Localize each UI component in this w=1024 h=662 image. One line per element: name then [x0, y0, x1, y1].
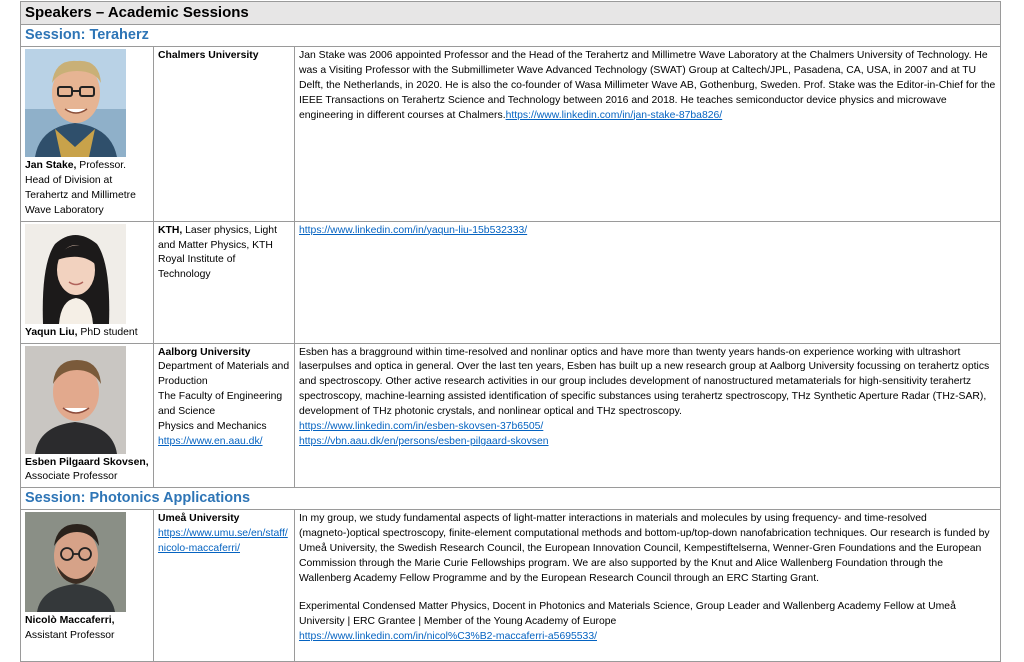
- speaker-row: [21, 221, 1001, 343]
- speaker-role: Assistant Professor: [25, 630, 115, 642]
- session-title: Session: Teraherz: [21, 25, 1001, 47]
- session-title: Session: Photonics Applications: [21, 488, 1001, 510]
- linkedin-link[interactable]: https://www.linkedin.com/in/esben-skovsen-37b6505/: [299, 421, 544, 433]
- speaker-name: Jan Stake,: [25, 160, 77, 171]
- session-row: [21, 25, 1001, 47]
- speaker-row: [21, 510, 1001, 662]
- institution-link[interactable]: https://www.en.aau.dk/: [158, 435, 263, 447]
- institution-cell: [154, 47, 295, 222]
- faculty-line: The Faculty of Engineering and Science: [158, 391, 283, 418]
- speaker-institution: Umeå University: [158, 513, 240, 525]
- linkedin-link[interactable]: https://www.linkedin.com/in/jan-stake-87ba826/: [505, 109, 723, 121]
- speaker-cell: [21, 221, 154, 343]
- institution-link[interactable]: https://www.umu.se/en/staff/nicolo-maccaferri/: [158, 528, 288, 555]
- speaker-institution: Aalborg University: [158, 346, 251, 358]
- speaker-name: Nicolò Maccaferri,: [25, 615, 115, 627]
- section-line: Physics and Mechanics: [158, 421, 267, 433]
- bio-cell: [295, 343, 1001, 488]
- speaker-row: [21, 47, 1001, 222]
- institution-cell: [154, 221, 295, 343]
- speaker-photo: [25, 49, 126, 157]
- speaker-institution: Chalmers University: [158, 50, 259, 61]
- session-row: [21, 488, 1001, 510]
- speaker-cell: [21, 47, 154, 222]
- speakers-table: [20, 1, 1001, 662]
- speaker-role: Associate Professor: [25, 471, 118, 483]
- speaker-cell: [21, 343, 154, 488]
- speaker-role: PhD student: [77, 326, 138, 338]
- bio-cell: [295, 47, 1001, 222]
- speaker-photo: [25, 346, 126, 454]
- linkedin-link[interactable]: https://www.linkedin.com/in/yaqun-liu-15b532333/: [299, 224, 528, 236]
- department-line: Department of Materials and Production: [158, 361, 290, 388]
- speaker-row: [21, 343, 1001, 488]
- speaker-role: Professor. Head of Division at Terahertz and Millimetre Wave Laboratory: [25, 160, 136, 216]
- speaker-bio: In my group, we study fundamental aspects of light-matter interactions in materials and molecules by using frequency- and time-resolved (magneto-)optical spectroscopy, finite-element computational methods and bottom-up/top-down nanofabrication techniques. Our research is funded by Umeå University, the Swedish Research Council, the European Innovation Council, Kempestiftelserna, Wenner-Gren Foundations and the European Commission through the Marie Curie Fellowships program. We are also supported by the Knut and Alice Wallenberg Foundation through the Wallenberg Academy Fellow Programme and by the European Research Council through an ERC Starting Grant.: [299, 513, 990, 584]
- speaker-photo: [25, 224, 126, 324]
- document-title: Speakers – Academic Sessions: [21, 2, 1001, 25]
- speaker-name: Esben Pilgaard Skovsen,: [25, 456, 149, 468]
- institution-cell: [154, 510, 295, 662]
- table-header-row: [21, 2, 1001, 25]
- profile-link[interactable]: https://vbn.aau.dk/en/persons/esben-pilgaard-skovsen: [299, 435, 549, 447]
- speaker-bio: Esben has a bragground within time-resolved and nonlinar optics and have more than twenty years hands-on experience working with ultrashort laserpulses and optica in general. Over the last ten years, Esben has built up a new research group at Aalborg University focussing on terahertz optics and spectroscopy. Other active research activities in our group includes development of nanostructured metamaterials for high-sensitivity terahertz spectroscopy, machine-learning assisted identification of specific substances using terahertz spectroscopy, THz Synthetic Aperture Radar (THz-SAR), development of THz photonic crystals, and nonlinear optical and THz spectroscopy.: [299, 346, 990, 418]
- bio-cell: [295, 510, 1001, 662]
- speaker-institution: KTH,: [158, 224, 183, 236]
- speaker-bio: Jan Stake was 2006 appointed Professor and the Head of the Terahertz and Millimetre Wave Laboratory at the Chalmers University of Technology. He was a Visiting Professor with the Submillimeter Wave Advanced Technology (SWAT) Group at Caltech/JPL, Pasadena, CA, USA, in 2007 and at TU Delft, the Netherlands, in 2020. He is also the co-founder of Wasa Millimeter Wave AB, Gothenburg, Sweden. Prof. Stake was the Editor-in-Chief for the IEEE Transactions on Terahertz Science and Technology between 2016 and 2018. He teaches semiconductor device physics and microwave engineering in different courses at Chalmers.: [299, 50, 996, 121]
- speaker-photo: [25, 512, 126, 612]
- institution-cell: [154, 343, 295, 488]
- speaker-cell: [21, 510, 154, 662]
- speaker-name: Yaqun Liu,: [25, 326, 78, 338]
- speaker-affiliation: Laser physics, Light and Matter Physics, KTH Royal Institute of Technology: [158, 224, 277, 281]
- speakers-document: [20, 1, 1001, 662]
- bio-cell: [295, 221, 1001, 343]
- linkedin-link[interactable]: https://www.linkedin.com/in/nicol%C3%B2-maccaferri-a5695533/: [299, 630, 597, 642]
- speaker-bio-secondary: Experimental Condensed Matter Physics, Docent in Photonics and Materials Science, Group Leader and Wallenberg Academy Fellow at Umeå University | ERC Grantee | Member of the Young Academy of Europe: [299, 600, 956, 627]
